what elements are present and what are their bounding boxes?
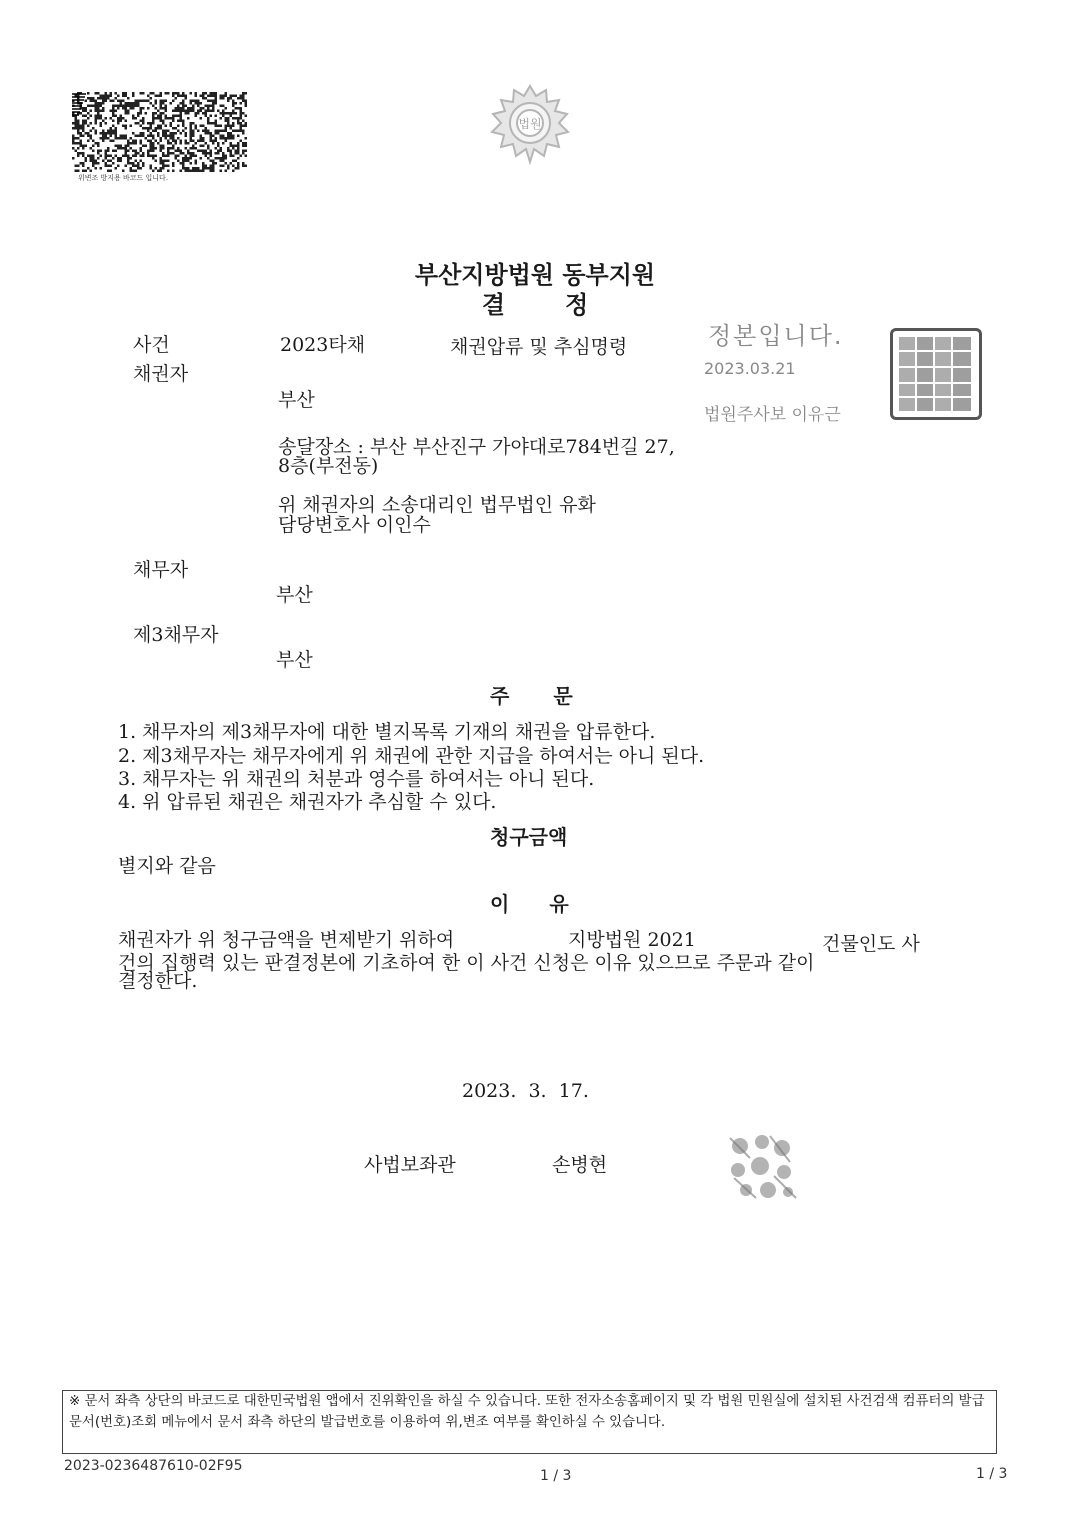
third-debtor-label: 제3채무자 [133, 624, 219, 646]
court-name: 부산지방법원 동부지원 [414, 260, 656, 289]
reason-line1-part3: 건물인도 사 [822, 933, 920, 955]
case-name: 채권압류 및 추심명령 [450, 336, 628, 358]
order-heading: 주문 [490, 684, 617, 708]
third-debtor-address: 부산 [276, 649, 313, 671]
case-label: 사건 [133, 334, 170, 356]
creditor-service-address-line2: 8층(부전동) [278, 455, 379, 477]
reason-line1-part1: 채권자가 위 청구금액을 변제받기 위하여 [118, 929, 455, 951]
creditor-agent-line1: 위 채권자의 소송대리인 법무법인 유화 [278, 494, 596, 516]
order-item-4: 4. 위 압류된 채권은 채권자가 추심할 수 있다. [118, 791, 497, 813]
order-item-1: 1. 채무자의 제3채무자에 대한 별지목록 기재의 채권을 압류한다. [118, 721, 656, 743]
creditor-agent-line2: 담당변호사 이인수 [278, 514, 431, 536]
decision-date: 2023. 3. 17. [462, 1080, 589, 1102]
order-item-3: 3. 채무자는 위 채권의 처분과 영수를 하여서는 아니 된다. [118, 768, 595, 790]
creditor-service-address-line1: 송달장소 : 부산 부산진구 가야대로784번길 27, [278, 436, 675, 458]
barcode-caption: 위변조 방지용 바코드 입니다. [78, 174, 169, 182]
reason-line2: 건의 집행력 있는 판결정본에 기초하여 한 이 사건 신청은 이유 있으므로 주문과 같이 [118, 952, 815, 974]
page-number-center: 1 / 3 [540, 1468, 572, 1484]
order-item-2: 2. 제3채무자는 채무자에게 위 채권에 관한 지급을 하여서는 아니 된다. [118, 745, 705, 767]
claim-heading: 청구금액 [490, 825, 568, 849]
certified-copy-text: 정본입니다. [708, 322, 844, 350]
certifying-officer: 법원주사보 이유근 [704, 405, 841, 425]
page-number-right: 1 / 3 [976, 1466, 1008, 1482]
case-number: 2023타채 [280, 334, 366, 356]
debtor-address: 부산 [276, 584, 313, 606]
issue-number: 2023-0236487610-02F95 [64, 1458, 243, 1474]
creditor-label: 채권자 [133, 363, 189, 385]
barcode-pattern [72, 92, 247, 172]
anti-forgery-barcode [72, 92, 247, 172]
signer-name: 손병현 [552, 1154, 608, 1176]
reason-line3: 결정한다. [118, 970, 198, 992]
signer-title: 사법보좌관 [364, 1154, 456, 1176]
document-title: 결정 [481, 290, 649, 319]
judicial-seal-icon [720, 1128, 806, 1208]
court-emblem-icon [484, 82, 576, 168]
reason-heading: 이유 [490, 892, 609, 916]
creditor-address: 부산 [278, 389, 315, 411]
reason-line1-part2: 지방법원 2021 [568, 929, 696, 951]
certified-date: 2023.03.21 [704, 359, 796, 378]
official-seal-stamp-icon [890, 328, 982, 420]
debtor-label: 채무자 [133, 559, 189, 581]
claim-text: 별지와 같음 [118, 855, 216, 877]
verification-notice: ※ 문서 좌측 상단의 바코드로 대한민국법원 앱에서 진위확인을 하실 수 있습니다. 또한 전자소송홈페이지 및 각 법원 민원실에 설치된 사건검색 컴퓨터의 발급문서(번호)조회 메뉴에서 문서 좌측 하단의 발급번호를 이용하여 위,변조 여부를 확인하실 수 있습니다. [62, 1390, 997, 1454]
emblem-label: 법원 [518, 117, 542, 131]
